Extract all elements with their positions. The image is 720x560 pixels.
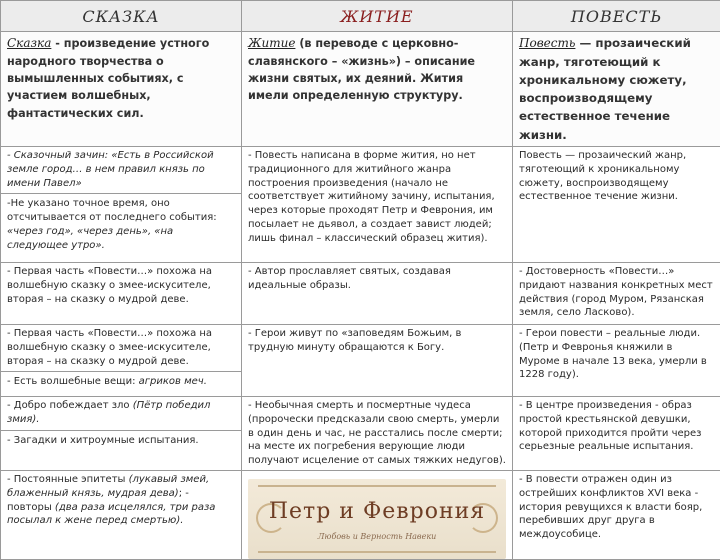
header-row xyxy=(1,1,720,32)
cover-title: Петр и Феврония xyxy=(248,497,506,527)
definition-povest-text: — прозаический жанр, тяготеющий к хроникальному сюжету, воспроизводящему естественное течение жизни. xyxy=(519,36,691,142)
ornament-line xyxy=(258,485,496,487)
definition-skazka-text: - произведение устного народного творчества о вымышленных событиях, с участием волшебных, фантастических сил. xyxy=(7,37,209,120)
table-row xyxy=(1,263,720,325)
row3-povest: - Достоверность «Повести…» придают названия конкретных мест действия (город Муром, Рязанская земля, село Ласково). xyxy=(513,263,720,325)
skazka-good-quote: (Пётр победил змия). xyxy=(7,400,210,425)
skazka-time-quote: «через год», «через день», «на следующее утро». xyxy=(7,226,173,251)
skazka-items-text: - Есть волшебные вещи: xyxy=(7,376,139,387)
skazka-repeats-text: ; - повторы xyxy=(7,488,189,513)
row2-povest: Повесть — прозаический жанр, тяготеющий к хроникальному сюжету, воспроизводящему естественное течение жизни. xyxy=(513,147,720,263)
skazka-time-text: -Не указано точное время, оно отсчитывается от последнего события: xyxy=(7,198,217,223)
cover-subtitle: Любовь и Верность Навеки xyxy=(248,531,506,542)
row6-zhitie xyxy=(242,470,513,559)
definition-skazka xyxy=(1,32,242,147)
row4-skazka xyxy=(1,325,242,397)
skazka-zachin-text: - Сказочный зачин: «Есть в Российской земле город… в нем правил князь по имени Павел» xyxy=(7,150,214,189)
row3-skazka: - Первая часть «Повести…» похожа на волшебную сказку о змее-искусителе, вторая – на сказку о мудрой деве. xyxy=(1,263,242,325)
definition-zhitie xyxy=(242,32,513,147)
skazka-epithets-text: - Постоянные эпитеты xyxy=(7,474,129,485)
row5-skazka-riddles: - Загадки и хитроумные испытания. xyxy=(1,430,241,448)
row4-zhitie: - Герои живут по «заповедям Божьим, в трудную минуту обращаются к Богу. xyxy=(242,325,513,397)
row5-zhitie: - Необычная смерть и посмертные чудеса (пророчески предсказали свою смерть, умерли в один день и час, не расстались после смерти; на месте их погребения верующие люди получают исцеление от самых тяжких недугов). xyxy=(242,397,513,471)
row2-zhitie: - Повесть написана в форме жития, но нет традиционного для житийного жанра построения произведения (начало не соответствует житийному зачину, испытания, через которые проходят Петр и Феврония, им посылает не дьявол, а создает завист людей; лишь финал – классический образец жития). xyxy=(242,147,513,263)
row4-povest: - Герои повести – реальные люди. (Петр и Февронья княжили в Муроме в начале 13 века, умерли в 1228 году). xyxy=(513,325,720,397)
row3-zhitie: - Автор прославляет святых, создавая идеальные образы. xyxy=(242,263,513,325)
definitions-row xyxy=(1,32,720,147)
skazka-repeats-quote: (два раза исцелялся, три раза посылал к жене перед смертью). xyxy=(7,502,215,527)
header-skazka: СКАЗКА xyxy=(1,1,242,32)
row2-skazka-time xyxy=(1,193,241,252)
table-row xyxy=(1,147,720,263)
table-row xyxy=(1,397,720,471)
table-row xyxy=(1,470,720,559)
row6-povest: - В повести отражен один из острейших конфликтов XVI века - история ревущихся к власти бояр, перебивших друг друга в междоусобице. xyxy=(513,470,720,559)
header-zhitie: ЖИТИЕ xyxy=(242,1,513,32)
term-zhitie: Житие xyxy=(248,36,295,50)
ornament-line xyxy=(258,551,496,553)
row5-povest: - В центре произведения - образ простой крестьянской девушки, которой приходится пройти через серьезные реальные испытания. xyxy=(513,397,720,471)
row2-skazka-intro xyxy=(1,149,241,190)
skazka-epithets-quote: (лукавый змей, блаженный князь, мудрая дева) xyxy=(7,474,209,499)
term-povest: Повесть xyxy=(519,36,575,50)
row6-skazka xyxy=(1,470,242,559)
skazka-good-text: - Добро побеждает зло xyxy=(7,400,133,411)
row5-skazka-good xyxy=(1,399,241,427)
table-row xyxy=(1,325,720,397)
row5-skazka xyxy=(1,397,242,471)
term-skazka: Сказка xyxy=(7,36,51,50)
definition-povest xyxy=(513,32,720,147)
row2-skazka xyxy=(1,147,242,263)
row4-skazka-items xyxy=(1,371,241,389)
book-cover-image xyxy=(248,479,506,559)
definition-zhitie-text: (в переводе с церковно-славянского – «жизнь») – описание жизни святых, их деяний. Жития имели определенную структуру. xyxy=(248,37,475,102)
header-povest: ПОВЕСТЬ xyxy=(513,1,720,32)
skazka-items-quote: агриков меч. xyxy=(139,376,207,387)
row4-skazka-text: - Первая часть «Повести…» похожа на волшебную сказку о змее-искусителе, вторая – на сказку о мудрой деве. xyxy=(1,327,241,368)
